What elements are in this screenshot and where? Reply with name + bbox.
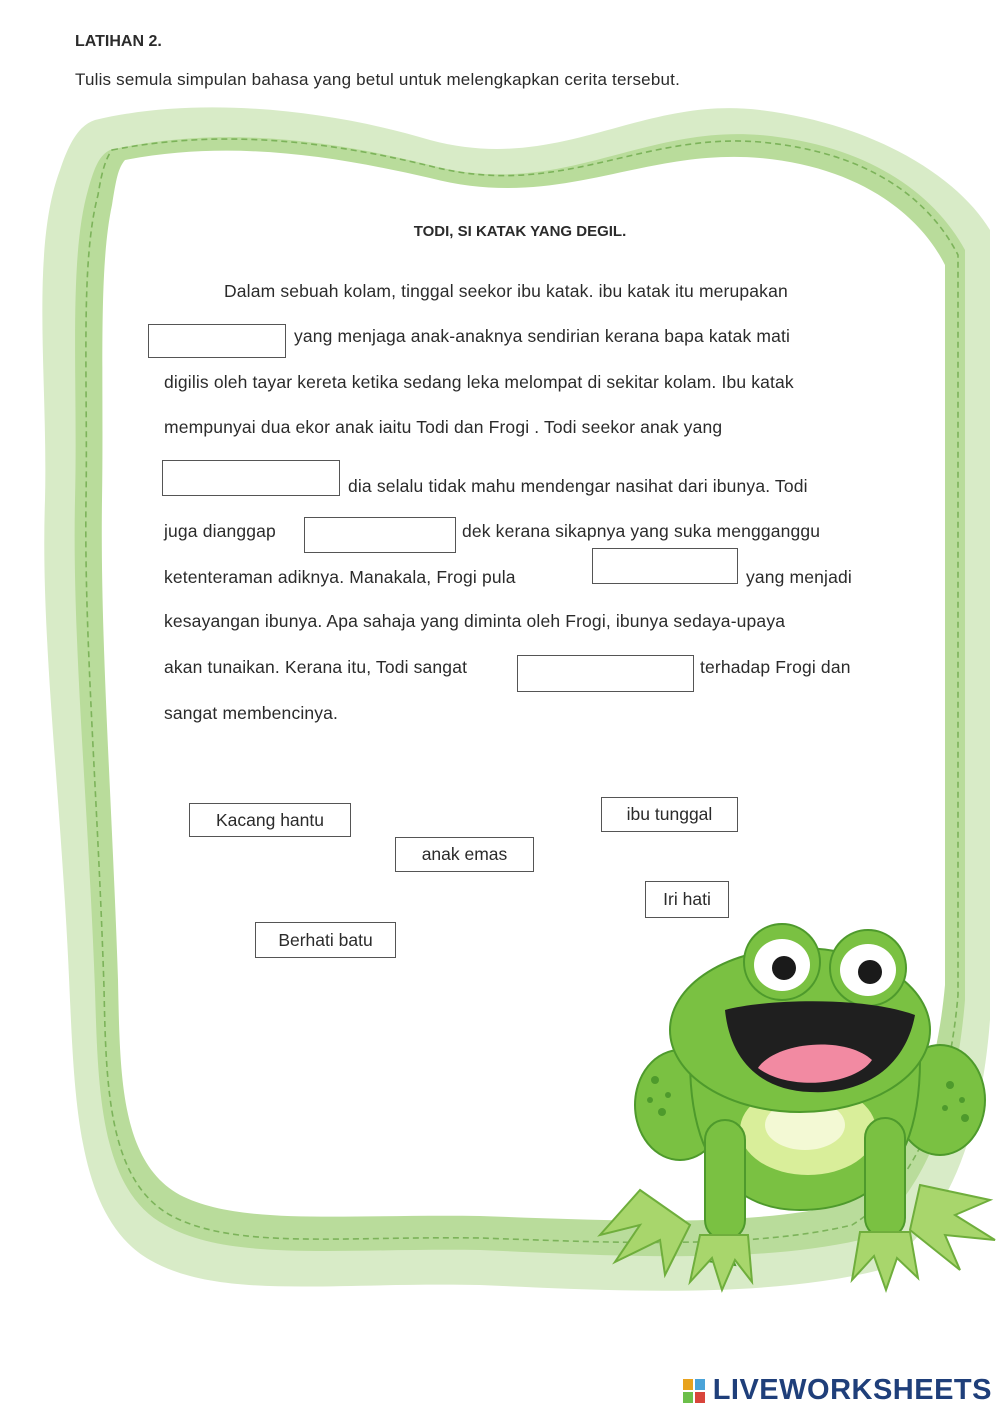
word-anak-emas[interactable]: anak emas	[395, 837, 534, 872]
story-line-9-end: terhadap Frogi dan	[700, 657, 851, 677]
story-line-6-end: dek kerana sikapnya yang suka mengganggu	[462, 521, 821, 541]
story-line-3: digilis oleh tayar kereta ketika sedang leka melompat di sekitar kolam. Ibu katak	[164, 372, 794, 392]
answer-blank-2[interactable]	[162, 460, 340, 496]
story-line-7-start: ketenteraman adiknya. Manakala, Frogi pula	[164, 567, 516, 587]
story-line-6-start: juga dianggap	[164, 521, 276, 541]
exercise-heading: LATIHAN 2.	[75, 33, 162, 50]
story-line-9-start: akan tunaikan. Kerana itu, Todi sangat	[164, 657, 468, 677]
word-berhati-batu[interactable]: Berhati batu	[255, 922, 396, 958]
story-line-10: sangat membencinya.	[164, 703, 339, 723]
story-line-7-end: yang menjadi	[746, 567, 852, 587]
answer-blank-1[interactable]	[148, 324, 286, 358]
story-title: TODI, SI KATAK YANG DEGIL.	[413, 223, 627, 240]
liveworksheets-logo-icon	[683, 1379, 705, 1403]
instruction-text: Tulis semula simpulan bahasa yang betul untuk melengkapkan cerita tersebut.	[75, 70, 680, 89]
story-line-2: yang menjaga anak-anaknya sendirian kerana bapa katak mati	[294, 326, 791, 346]
answer-blank-3[interactable]	[304, 517, 456, 553]
answer-blank-5[interactable]	[517, 655, 694, 692]
story-line-1: Dalam sebuah kolam, tinggal seekor ibu katak. ibu katak itu merupakan	[224, 281, 788, 301]
liveworksheets-brand: LIVEWORKSHEETS	[712, 1374, 992, 1406]
story-line-4: mempunyai dua ekor anak iaitu Todi dan Frogi . Todi seekor anak yang	[164, 417, 723, 437]
story-line-5: dia selalu tidak mahu mendengar nasihat dari ibunya. Todi	[348, 476, 808, 496]
answer-blank-4[interactable]	[592, 548, 738, 584]
word-kacang-hantu[interactable]: Kacang hantu	[189, 803, 351, 837]
word-ibu-tunggal[interactable]: ibu tunggal	[601, 797, 738, 832]
story-line-8: kesayangan ibunya. Apa sahaja yang diminta oleh Frogi, ibunya sedaya-upaya	[164, 611, 786, 631]
word-iri-hati[interactable]: Iri hati	[645, 881, 729, 918]
